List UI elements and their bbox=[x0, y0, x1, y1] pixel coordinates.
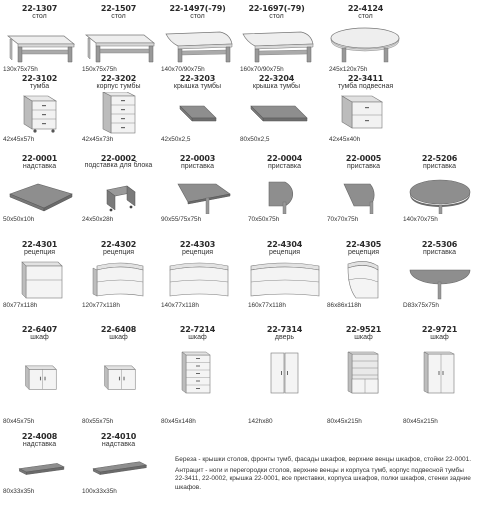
item-dimensions: 80x77x118h bbox=[3, 302, 38, 309]
item-name: надставка bbox=[22, 163, 57, 170]
materials-note bbox=[175, 456, 475, 495]
low-cabinet-icon bbox=[2, 355, 77, 393]
item-dimensions: D83x75x75h bbox=[403, 302, 439, 309]
item-code: 22-5206 bbox=[421, 154, 458, 163]
item-dimensions: 42x50x2,5 bbox=[161, 136, 191, 143]
catalog-item bbox=[0, 321, 79, 425]
item-dimensions: 70x50x75h bbox=[248, 216, 280, 223]
item-code: 22-0003 bbox=[179, 154, 216, 163]
item-name: приставка bbox=[268, 163, 301, 170]
item-name: приставка bbox=[423, 249, 456, 256]
catalog-item bbox=[237, 70, 316, 152]
item-name: рецепция bbox=[102, 249, 135, 256]
reception-round-icon bbox=[326, 258, 401, 300]
item-code: 22-6408 bbox=[100, 325, 137, 334]
quarter-round-extension-icon bbox=[326, 172, 401, 214]
drawer-cabinet-icon bbox=[81, 92, 156, 134]
item-name: рецепция bbox=[347, 249, 380, 256]
item-code: 22-4304 bbox=[266, 240, 303, 249]
catalog-item bbox=[0, 150, 79, 232]
item-code: 22-4010 bbox=[100, 432, 137, 441]
corner-addon-icon bbox=[2, 172, 77, 214]
reception-icon bbox=[160, 258, 235, 300]
catalog-item bbox=[0, 70, 79, 152]
item-dimensions: 42x45x73h bbox=[82, 136, 114, 143]
item-code: 22-5306 bbox=[421, 240, 458, 249]
item-dimensions: 70x70x75h bbox=[327, 216, 359, 223]
pedestal-top-icon bbox=[160, 92, 235, 134]
catalog-item bbox=[79, 428, 158, 510]
curved-desk-icon bbox=[160, 22, 235, 64]
item-name: рецепция bbox=[181, 249, 214, 256]
item-dimensions: 150x75x75h bbox=[82, 66, 117, 73]
item-name: приставка bbox=[347, 163, 380, 170]
reception-corner-icon bbox=[2, 258, 77, 300]
doors-icon bbox=[247, 347, 322, 397]
item-dimensions: 120x77x118h bbox=[82, 302, 120, 309]
catalog-item bbox=[158, 321, 237, 425]
item-code: 22-3411 bbox=[347, 74, 384, 83]
item-code: 22-1697(-79) bbox=[248, 4, 305, 13]
item-name: шкаф bbox=[430, 334, 449, 341]
item-name: стол bbox=[269, 13, 284, 20]
item-dimensions: 80x45x215h bbox=[327, 418, 362, 425]
catalog-item bbox=[324, 321, 403, 425]
oval-extension-icon bbox=[402, 172, 477, 214]
item-name: стол bbox=[358, 13, 373, 20]
catalog-item bbox=[324, 150, 403, 232]
item-name: стол bbox=[32, 13, 47, 20]
curved-desk-icon bbox=[239, 22, 314, 64]
reception-icon bbox=[247, 258, 322, 300]
catalog-item bbox=[79, 70, 158, 152]
item-code: 22-3102 bbox=[21, 74, 58, 83]
item-dimensions: 42x45x40h bbox=[329, 136, 361, 143]
catalog-item bbox=[158, 70, 237, 152]
item-code: 22-1497(-79) bbox=[169, 4, 226, 13]
item-code: 22-7214 bbox=[179, 325, 216, 334]
item-dimensions: 50x50x10h bbox=[3, 216, 35, 223]
item-dimensions: 80x45x75h bbox=[3, 418, 35, 425]
item-name: шкаф bbox=[188, 334, 207, 341]
item-name: шкаф bbox=[30, 334, 49, 341]
catalog-item bbox=[400, 236, 479, 318]
catalog-item bbox=[0, 236, 79, 318]
desk-icon bbox=[2, 22, 77, 64]
cpu-stand-icon bbox=[81, 172, 156, 214]
drawer-pedestal-icon bbox=[2, 92, 77, 134]
item-code: 22-0004 bbox=[266, 154, 303, 163]
drawer-tower-icon bbox=[160, 347, 235, 397]
item-dimensions: 142hx80 bbox=[248, 418, 273, 425]
extension-leg-icon bbox=[160, 172, 235, 214]
catalog-item bbox=[245, 236, 324, 318]
item-dimensions: 24x50x28h bbox=[82, 216, 114, 223]
birch-note: Береза - крышки столов, фронты тумб, фасады шкафов, верхние венцы шкафов, стойки 22-0001. bbox=[175, 456, 472, 463]
half-round-extension-icon bbox=[247, 172, 322, 214]
shelf-addon-icon bbox=[2, 448, 77, 484]
item-name: приставка bbox=[423, 163, 456, 170]
item-code: 22-3202 bbox=[100, 74, 137, 83]
catalog-item bbox=[245, 150, 324, 232]
catalog-item bbox=[79, 236, 158, 318]
pedestal-top-wide-icon bbox=[239, 92, 314, 134]
catalog-item bbox=[245, 321, 324, 425]
low-cabinet-icon bbox=[81, 355, 156, 393]
reception-curved-icon bbox=[81, 258, 156, 300]
item-name: рецепция bbox=[268, 249, 301, 256]
item-name: крышка тумбы bbox=[252, 83, 301, 90]
item-dimensions: 90x55/75x75h bbox=[161, 216, 202, 223]
item-dimensions: 130x75x75h bbox=[3, 66, 38, 73]
item-name: стол bbox=[190, 13, 205, 20]
item-dimensions: 140x77x118h bbox=[161, 302, 199, 309]
item-code: 22-1507 bbox=[100, 4, 137, 13]
item-dimensions: 80x55x75h bbox=[82, 418, 114, 425]
item-dimensions: 80x33x35h bbox=[3, 488, 35, 495]
semicircle-table-icon bbox=[402, 258, 477, 300]
item-code: 22-4301 bbox=[21, 240, 58, 249]
item-dimensions: 80x45x215h bbox=[403, 418, 438, 425]
catalog-item bbox=[158, 236, 237, 318]
item-code: 22-0005 bbox=[345, 154, 382, 163]
item-name: стол bbox=[111, 13, 126, 20]
item-code: 22-9721 bbox=[421, 325, 458, 334]
item-name: шкаф bbox=[354, 334, 373, 341]
catalog-item bbox=[326, 70, 405, 152]
item-code: 22-9521 bbox=[345, 325, 382, 334]
shelf-addon-icon bbox=[81, 448, 156, 484]
item-dimensions: 100x33x35h bbox=[82, 488, 117, 495]
item-name: шкаф bbox=[109, 334, 128, 341]
item-code: 22-4302 bbox=[100, 240, 137, 249]
bookcase-icon bbox=[326, 345, 401, 399]
hanging-pedestal-icon bbox=[328, 92, 403, 134]
item-name: подставка для блока bbox=[84, 162, 153, 169]
anthracite-note: Антрацит - ноги и перегородки столов, верхние венцы и корпуса тумб, корпус подвесной тумбы 22-3411, 22-0002, крышка 22-0001, все приставки, корпуса шкафов, полки шкафов, стенки задние шкафов. bbox=[175, 467, 471, 491]
item-dimensions: 80x50x2,5 bbox=[240, 136, 270, 143]
item-dimensions: 86x86x118h bbox=[327, 302, 362, 309]
catalog-item bbox=[158, 150, 237, 232]
item-code: 22-3204 bbox=[258, 74, 295, 83]
item-name: тумба bbox=[29, 83, 50, 90]
item-code: 22-4305 bbox=[345, 240, 382, 249]
catalog-item bbox=[324, 236, 403, 318]
wardrobe-icon bbox=[402, 345, 477, 399]
item-name: крышка тумбы bbox=[173, 83, 222, 90]
catalog-item bbox=[400, 150, 479, 232]
item-code: 22-0001 bbox=[21, 154, 58, 163]
item-code: 22-3203 bbox=[179, 74, 216, 83]
item-dimensions: 245x120x75h bbox=[329, 66, 368, 73]
item-code: 22-4008 bbox=[21, 432, 58, 441]
item-dimensions: 160x70/90x75h bbox=[240, 66, 284, 73]
desk-icon bbox=[81, 22, 156, 64]
item-code: 22-4303 bbox=[179, 240, 216, 249]
item-dimensions: 140x70/90x75h bbox=[161, 66, 205, 73]
item-code: 22-7314 bbox=[266, 325, 303, 334]
item-name: тумба подвесная bbox=[337, 83, 394, 90]
item-name: надставка bbox=[101, 441, 136, 448]
item-name: дверь bbox=[274, 334, 295, 341]
item-name: рецепция bbox=[23, 249, 56, 256]
item-dimensions: 80x45x148h bbox=[161, 418, 196, 425]
item-dimensions: 160x77x118h bbox=[248, 302, 286, 309]
conference-table-icon bbox=[328, 22, 403, 64]
catalog-item bbox=[79, 150, 158, 232]
item-code: 22-4124 bbox=[347, 4, 384, 13]
item-code: 22-0002 bbox=[100, 154, 137, 163]
item-name: корпус тумбы bbox=[96, 83, 141, 90]
item-dimensions: 140x70x75h bbox=[403, 216, 438, 223]
item-name: надставка bbox=[22, 441, 57, 448]
item-code: 22-1307 bbox=[21, 4, 58, 13]
item-code: 22-6407 bbox=[21, 325, 58, 334]
item-name: приставка bbox=[181, 163, 214, 170]
catalog-item bbox=[400, 321, 479, 425]
item-dimensions: 42x45x57h bbox=[3, 136, 35, 143]
catalog-item bbox=[0, 428, 79, 510]
catalog-item bbox=[79, 321, 158, 425]
